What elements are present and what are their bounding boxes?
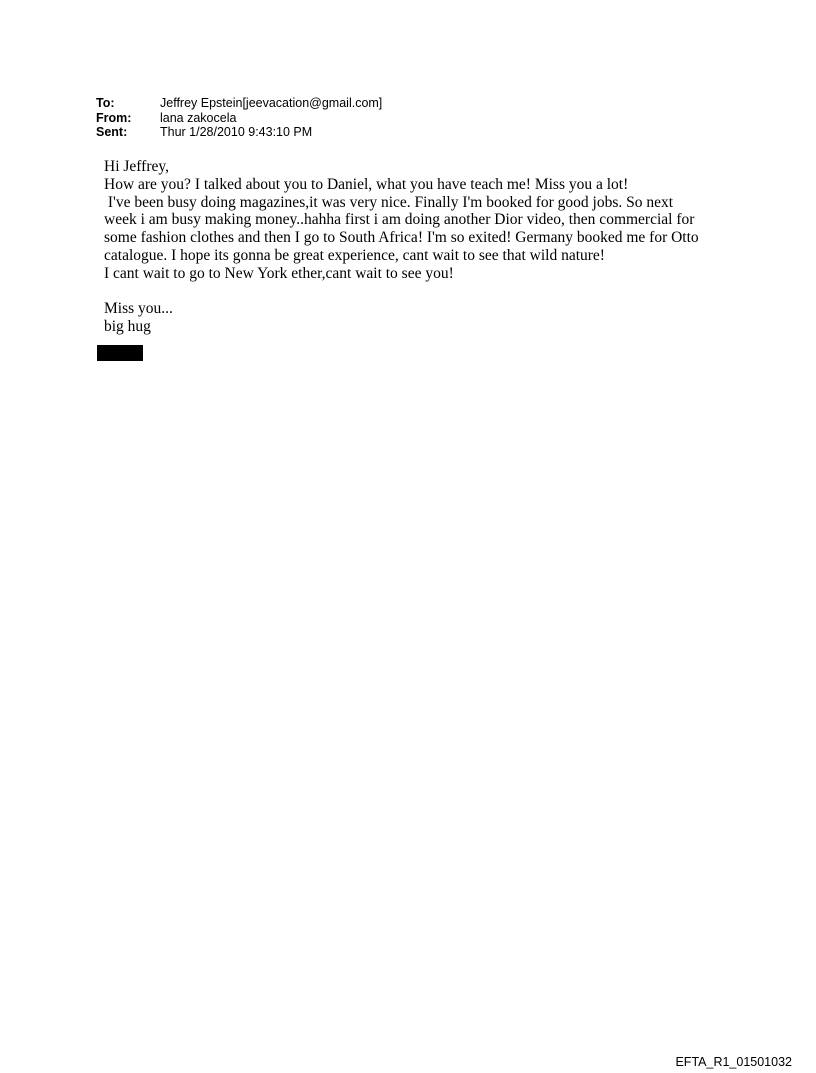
body-line: some fashion clothes and then I go to South Africa! I'm so exited! Germany booked me for Otto [104, 229, 699, 247]
email-header [96, 96, 382, 140]
body-line: catalogue. I hope its gonna be great experience, cant wait to see that wild nature! [104, 246, 605, 264]
document-id: EFTA_R1_01501032 [675, 1055, 792, 1069]
from-label: From: [96, 110, 132, 125]
to-row [96, 96, 382, 111]
from-row [96, 111, 382, 126]
body-line: week i am busy making money..hahha first i am doing another Dior video, then commercial for [104, 211, 695, 229]
redaction-box [97, 345, 143, 361]
body-line: I cant wait to go to New York ether,cant wait to see you! [104, 264, 454, 282]
to-label: To: [96, 96, 115, 110]
body-line: big hug [104, 318, 151, 336]
sent-row [96, 125, 382, 140]
body-line: Hi Jeffrey, [104, 158, 169, 175]
sent-label: Sent: [96, 125, 128, 139]
body-line: Miss you... [104, 300, 173, 318]
blank-line [104, 283, 794, 301]
sent-value: Thur 1/28/2010 9:43:10 PM [160, 125, 313, 139]
email-body [104, 158, 794, 336]
to-value: Jeffrey Epstein[jeevacation@gmail.com] [160, 96, 383, 110]
from-value: lana zakocela [160, 110, 237, 125]
body-line: How are you? I talked about you to Daniel, what you have teach me! Miss you a lot! [104, 175, 629, 193]
body-line: I've been busy doing magazines,it was very nice. Finally I'm booked for good jobs. So next [104, 193, 674, 211]
